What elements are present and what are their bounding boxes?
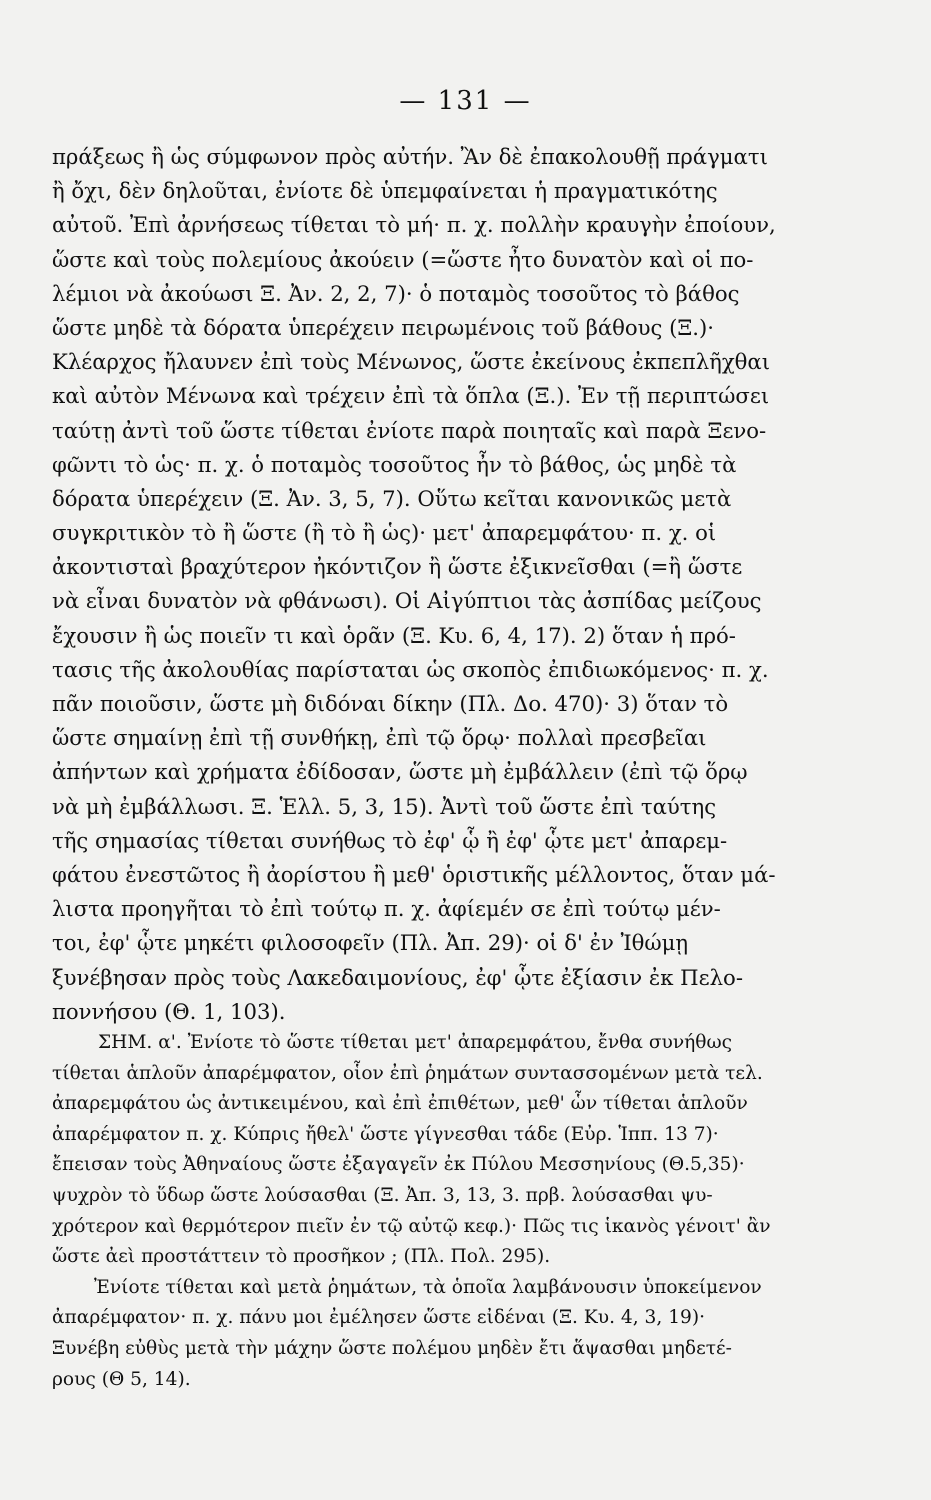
text-line: νὰ μὴ ἐμβάλλωσι. Ξ. Ἑλλ. 5, 3, 15). Ἀντὶ τοῦ ὥστε ἐπὶ ταύτης: [52, 793, 717, 819]
text-line: φῶντι τὸ ὡς· π. χ. ὁ ποταμὸς τοσοῦτος ἦν τὸ βάθος, ὡς μηδὲ τὰ: [52, 451, 737, 477]
text-line: τοι, ἐφ' ᾧτε μηκέτι φιλοσοφεῖν (Πλ. Ἀπ. 29)· οἱ δ' ἐν Ἰθώμῃ: [52, 930, 689, 956]
note-line: ΣΗΜ. α'. Ἐνίοτε τὸ ὥστε τίθεται μετ' ἀπαρεμφάτου, ἔνθα συνήθως: [98, 1032, 733, 1053]
note-line: ὥστε ἀεὶ προστάττειν τὸ προσῆκον ; (Πλ. Πολ. 295).: [52, 1246, 551, 1268]
text-line: νὰ εἶναι δυνατὸν νὰ φθάνωσι). Οἱ Αἰγύπτιοι τὰς ἀσπίδας μείζους: [52, 588, 762, 614]
note-line: Ξυνέβη εὐθὺς μετὰ τὴν μάχην ὥστε πολέμου μηδὲν ἔτι ἅψασθαι μηδετέ-: [52, 1337, 732, 1359]
note-line: ρους (Θ 5, 14).: [52, 1368, 191, 1390]
note-line: ἀπαρέμφατον π. χ. Κύπρις ἤθελ' ὥστε γίγνεσθαι τάδε (Εὐρ. Ἱππ. 13 7)·: [52, 1123, 719, 1145]
text-line: συγκριτικὸν τὸ ἢ ὥστε (ἢ τὸ ἢ ὡς)· μετ' ἀπαρεμφάτου· π. χ. οἱ: [52, 520, 717, 546]
text-line: καὶ αὐτὸν Μένωνα καὶ τρέχειν ἐπὶ τὰ ὅπλα (Ξ.). Ἐν τῇ περιπτώσει: [52, 383, 770, 409]
text-line: δόρατα ὑπερέχειν (Ξ. Ἀν. 3, 5, 7). Οὕτω κεῖται κανονικῶς μετὰ: [52, 485, 732, 511]
text-line: Κλέαρχος ἤλαυνεν ἐπὶ τοὺς Μένωνος, ὥστε ἐκείνους ἐκπεπλῆχθαι: [52, 349, 771, 375]
note-line: Ἐνίοτε τίθεται καὶ μετὰ ῥημάτων, τὰ ὁποῖα λαμβάνουσιν ὑποκείμενον: [94, 1276, 762, 1298]
text-line: τασις τῆς ἀκολουθίας παρίσταται ὡς σκοπὸς ἐπιδιωκόμενος· π. χ.: [52, 656, 769, 682]
text-line: πράξεως ἢ ὡς σύμφωνον πρὸς αὐτήν. Ἂν δὲ ἐπακολουθῇ πράγματι: [52, 144, 768, 169]
text-line: ταύτῃ ἀντὶ τοῦ ὥστε τίθεται ἐνίοτε παρὰ ποιηταῖς καὶ παρὰ Ξενο-: [52, 417, 767, 443]
note-text-block: [52, 1028, 842, 1395]
note-line: ψυχρὸν τὸ ὕδωρ ὥστε λούσασθαι (Ξ. Ἀπ. 3, 13, 3. πρβ. λούσασθαι ψυ-: [52, 1184, 713, 1206]
text-line: ξυνέβησαν πρὸς τοὺς Λακεδαιμονίους, ἐφ' ᾧτε ἐξίασιν ἐκ Πελο-: [52, 964, 743, 990]
text-line: φάτου ἐνεστῶτος ἢ ἀορίστου ἢ μεθ' ὁριστικῆς μέλλοντος, ὅταν μά-: [52, 861, 776, 887]
text-line: λέμιοι νὰ ἀκούωσι Ξ. Ἀν. 2, 2, 7)· ὁ ποταμὸς τοσοῦτος τὸ βάθος: [52, 280, 740, 306]
note-line: ἀπαρέμφατον· π. χ. πάνυ μοι ἐμέλησεν ὥστε εἰδέναι (Ξ. Κυ. 4, 3, 19)·: [52, 1307, 706, 1329]
text-line: ποννήσου (Θ. 1, 103).: [52, 998, 286, 1024]
text-line: ὥστε σημαίνῃ ἐπὶ τῇ συνθήκῃ, ἐπὶ τῷ ὅρῳ· πολλαὶ πρεσβεῖαι: [52, 725, 707, 751]
note-line: χρότερον καὶ θερμότερον πιεῖν ἐν τῷ αὐτῷ κεφ.)· Πῶς τις ἱκανὸς γένοιτ' ἂν: [52, 1215, 771, 1237]
text-line: αὐτοῦ. Ἐπὶ ἀρνήσεως τίθεται τὸ μή· π. χ. πολλὴν κραυγὴν ἐποίουν,: [52, 212, 776, 238]
text-line: λιστα προηγῆται τὸ ἐπὶ τούτῳ π. χ. ἀφίεμέν σε ἐπὶ τούτῳ μέν-: [52, 896, 721, 922]
text-line: ἔχουσιν ἢ ὡς ποιεῖν τι καὶ ὁρᾶν (Ξ. Κυ. 6, 4, 17). 2) ὅταν ἡ πρό-: [52, 622, 736, 648]
text-line: ἀκοντισταὶ βραχύτερον ἠκόντιζον ἢ ὥστε ἐξικνεῖσθαι (=ἢ ὥστε: [52, 554, 743, 580]
text-line: ὥστε μηδὲ τὰ δόρατα ὑπερέχειν πειρωμένοις τοῦ βάθους (Ξ.)·: [52, 314, 715, 340]
text-line: ὥστε καὶ τοὺς πολεμίους ἀκούειν (=ὥστε ἦτο δυνατὸν καὶ οἱ πο-: [52, 246, 754, 272]
text-line: ἢ ὄχι, δὲν δηλοῦται, ἐνίοτε δὲ ὑπεμφαίνεται ἡ πραγματικότης: [52, 178, 718, 204]
note-line: ἀπαρεμφάτου ὡς ἀντικειμένου, καὶ ἐπὶ ἐπιθέτων, μεθ' ὧν τίθεται ἁπλοῦν: [52, 1093, 748, 1115]
page-number: — 131 —: [399, 86, 532, 116]
text-line: πᾶν ποιοῦσιν, ὥστε μὴ διδόναι δίκην (Πλ. Δο. 470)· 3) ὅταν τὸ: [52, 691, 729, 716]
note-line: τίθεται ἁπλοῦν ἀπαρέμφατον, οἷον ἐπὶ ῥημάτων συντασσομένων μετὰ τελ.: [52, 1062, 763, 1084]
main-text-block: [52, 140, 842, 1029]
text-line: ἀπήντων καὶ χρήματα ἐδίδοσαν, ὥστε μὴ ἐμβάλλειν (ἐπὶ τῷ ὅρῳ: [52, 759, 748, 785]
text-line: τῆς σημασίας τίθεται συνήθως τὸ ἐφ' ᾧ ἢ ἐφ' ᾧτε μετ' ἀπαρεμ-: [52, 827, 728, 853]
note-line: ἔπεισαν τοὺς Ἀθηναίους ὥστε ἐξαγαγεῖν ἐκ Πύλου Μεσσηνίους (Θ.5,35)·: [52, 1154, 745, 1176]
